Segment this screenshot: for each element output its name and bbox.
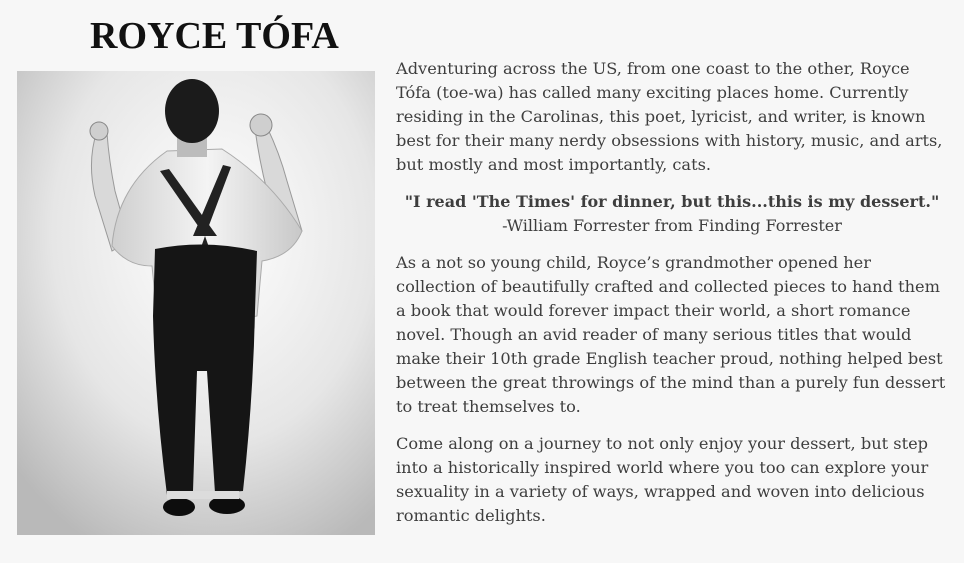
author-bio — [396, 57, 948, 541]
quote-text: "I read 'The Times' for dinner, but this...this is my dessert." — [404, 192, 940, 211]
quote-attribution: -William Forrester from Finding Forrester — [502, 216, 842, 235]
author-photo — [17, 71, 375, 535]
quote-block — [396, 190, 948, 238]
bio-paragraph-2: As a not so young child, Royce’s grandmother opened her collection of beautifully crafted and collected pieces to hand them a book that would forever impact their world, a short romance novel. Though an avid reader of many serious titles that would make their 10th grade English teacher proud, nothing helped best between the great throwings of the mind than a purely fun dessert to treat themselves to. — [396, 253, 946, 416]
bio-paragraph-1: Adventuring across the US, from one coast to the other, Royce Tófa (toe-wa) has called many exciting places home. Currently residing in the Carolinas, this poet, lyricist, and writer, is known best for their many nerdy obsessions with history, music, and arts, but mostly and most importantly, cats. — [396, 59, 943, 174]
site-logo-title[interactable]: ROYCE TÓFA — [90, 15, 339, 57]
bio-paragraph-3: Come along on a journey to not only enjoy your dessert, but step into a historically inspired world where you too can explore your sexuality in a variety of ways, wrapped and woven into delicious romantic delights. — [396, 434, 929, 525]
